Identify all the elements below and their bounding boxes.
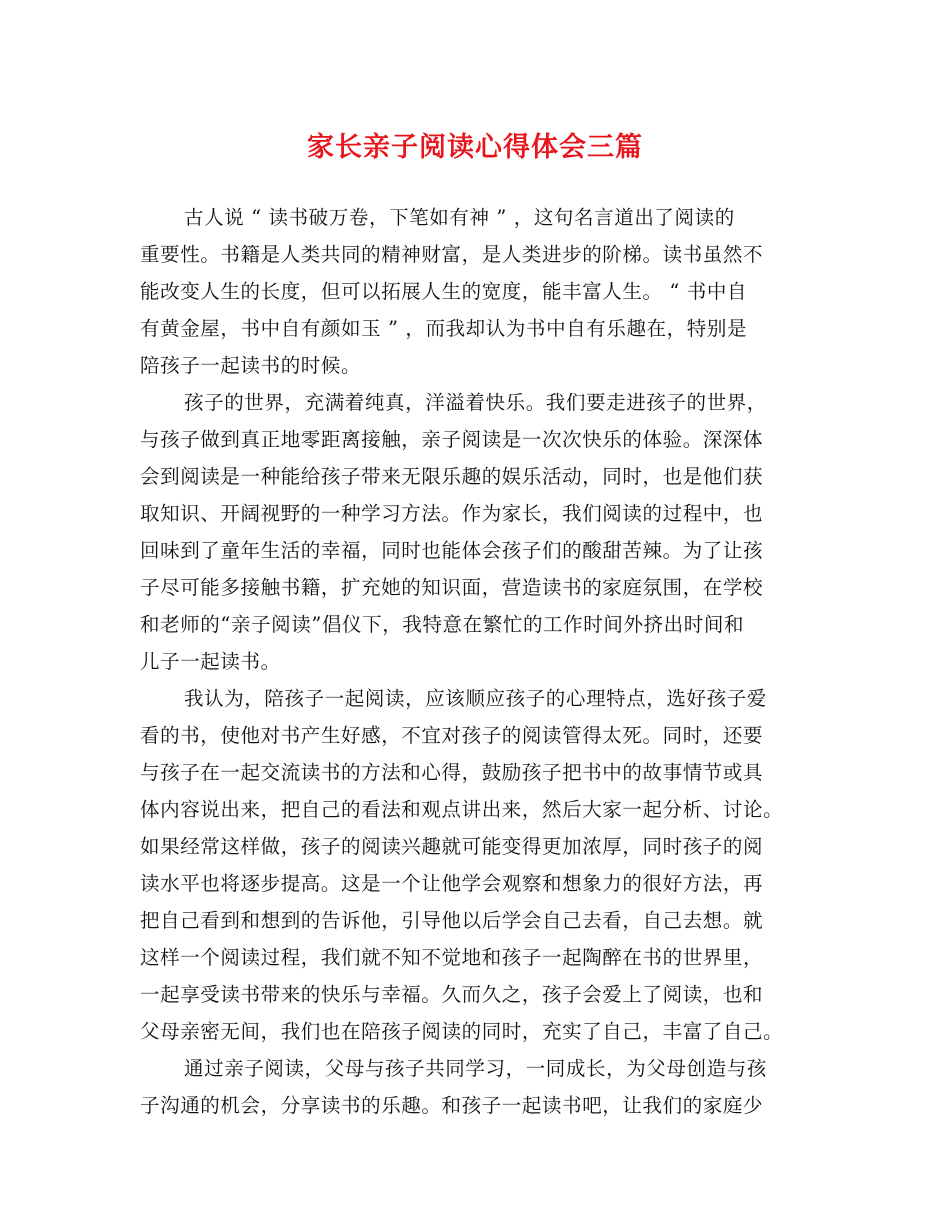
paragraph-4-line-2: 子沟通的机会，分享读书的乐趣。和孩子一起读书吧，让我们的家庭少 (140, 1094, 764, 1117)
paragraph-4-line-1: 通过亲子阅读，父母与孩子共同学习，一同成长，为父母创造与孩 (184, 1057, 767, 1080)
paragraph-3-line-4: 体内容说出来，把自己的看法和观点讲出来，然后大家一起分析、讨论。 (140, 798, 784, 821)
paragraph-3-line-3: 与孩子在一起交流读书的方法和心得，鼓励孩子把书中的故事情节或具 (140, 761, 764, 784)
paragraph-2-line-1: 孩子的世界，充满着纯真，洋溢着快乐。我们要走进孩子的世界， (184, 391, 767, 414)
paragraph-3-line-9: 一起享受读书带来的快乐与幸福。久而久之，孩子会爱上了阅读，也和 (140, 983, 764, 1006)
paragraph-2-line-6: 子尽可能多接触书籍，扩充她的知识面，营造读书的家庭氛围，在学校 (140, 576, 764, 599)
paragraph-2-line-2: 与孩子做到真正地零距离接触，亲子阅读是一次次快乐的体验。深深体 (140, 428, 764, 451)
paragraph-1-line-2: 重要性。书籍是人类共同的精神财富，是人类进步的阶梯。读书虽然不 (140, 243, 764, 266)
paragraph-3-line-2: 看的书，使他对书产生好感，不宜对孩子的阅读管得太死。同时，还要 (140, 724, 764, 747)
paragraph-1-line-1: 古人说 “ 读书破万卷，下笔如有神 ” ，这句名言道出了阅读的 (184, 206, 735, 229)
paragraph-3-line-1: 我认为，陪孩子一起阅读，应该顺应孩子的心理特点，选好孩子爱 (184, 687, 767, 710)
document-title: 家长亲子阅读心得体会三篇 (307, 132, 643, 163)
paragraph-3-line-6: 读水平也将逐步提高。这是一个让他学会观察和想象力的很好方法，再 (140, 872, 764, 895)
paragraph-2-line-3: 会到阅读是一种能给孩子带来无限乐趣的娱乐活动，同时，也是他们获 (140, 465, 764, 488)
paragraph-1-line-5: 陪孩子一起读书的时候。 (140, 354, 362, 377)
paragraph-3-line-7: 把自己看到和想到的告诉他，引导他以后学会自己去看，自己去想。就 (140, 909, 764, 932)
paragraph-1-line-3: 能改变人生的长度，但可以拓展人生的宽度，能丰富人生。 “ 书中自 (140, 280, 748, 303)
paragraph-3-line-8: 这样一个阅读过程，我们就不知不觉地和孩子一起陶醉在书的世界里， (140, 946, 764, 969)
paragraph-2-line-8: 儿子一起读书。 (140, 650, 281, 673)
paragraph-1-line-4: 有黄金屋，书中自有颜如玉 ” ，而我却认为书中自有乐趣在，特别是 (140, 317, 748, 340)
paragraph-2-line-4: 取知识、开阔视野的一种学习方法。作为家长，我们阅读的过程中，也 (140, 502, 764, 525)
paragraph-2-line-5: 回味到了童年生活的幸福，同时也能体会孩子们的酸甜苦辣。为了让孩 (140, 539, 764, 562)
paragraph-2-line-7: 和老师的“亲子阅读”倡仪下，我特意在繁忙的工作时间外挤出时间和 (140, 613, 745, 636)
paragraph-3-line-5: 如果经常这样做，孩子的阅读兴趣就可能变得更加浓厚，同时孩子的阅 (140, 835, 764, 858)
paragraph-3-line-10: 父母亲密无间，我们也在陪孩子阅读的同时，充实了自己，丰富了自己。 (140, 1020, 784, 1043)
